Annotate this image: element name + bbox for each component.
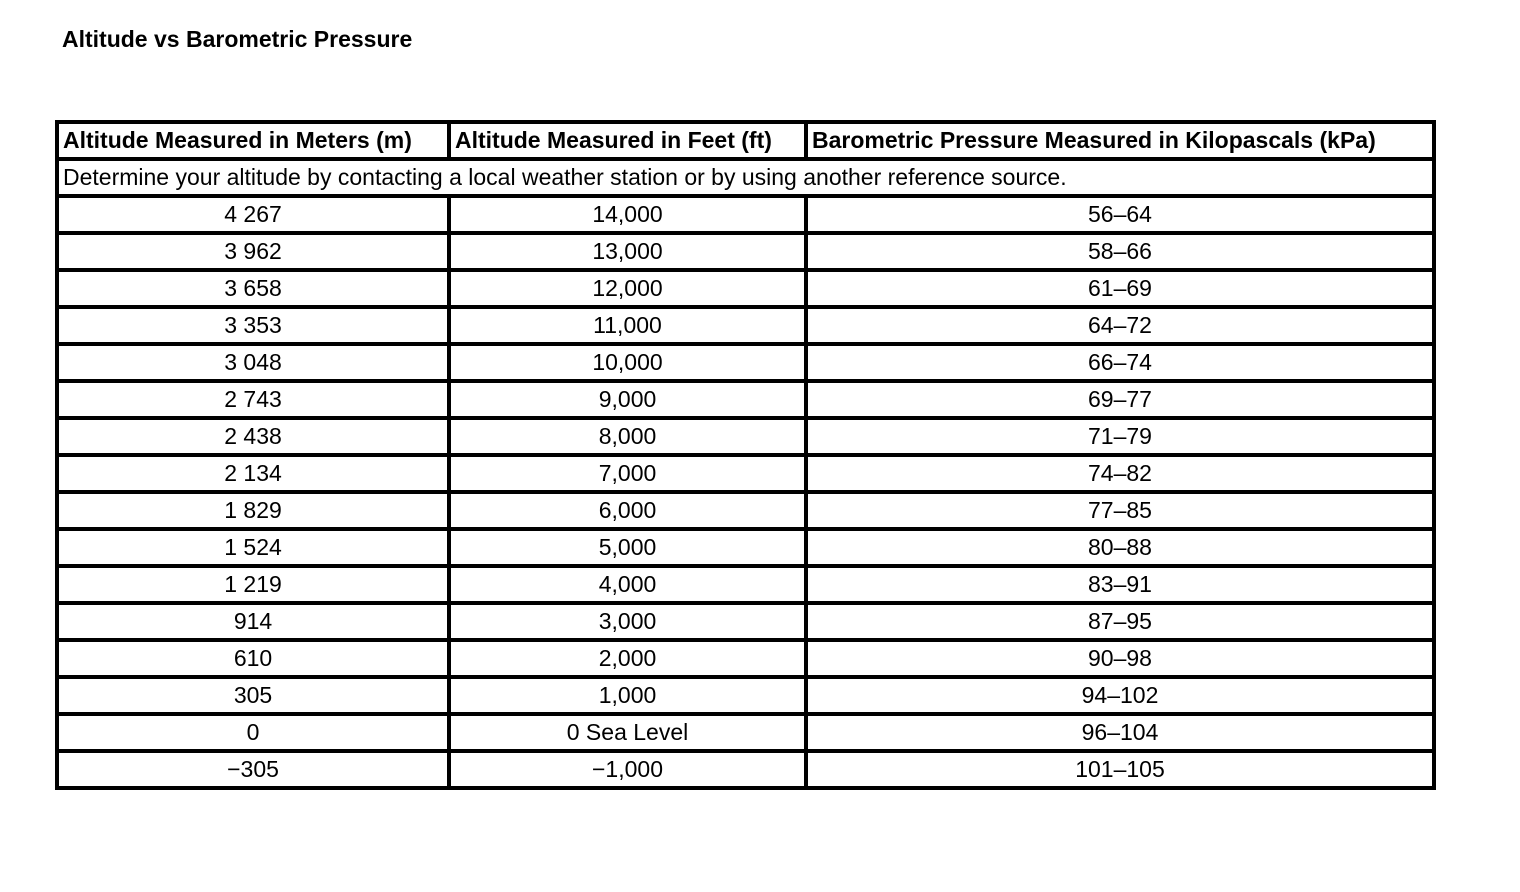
table-header-row [57, 122, 1434, 159]
table-row [57, 751, 1434, 788]
cell-feet: 2,000 [449, 640, 806, 677]
cell-feet: 1,000 [449, 677, 806, 714]
cell-feet: 12,000 [449, 270, 806, 307]
cell-meters: 2 743 [57, 381, 449, 418]
table-row [57, 455, 1434, 492]
cell-feet: 14,000 [449, 196, 806, 233]
cell-meters: 2 134 [57, 455, 449, 492]
cell-meters: 3 962 [57, 233, 449, 270]
cell-feet: 6,000 [449, 492, 806, 529]
table-note: Determine your altitude by contacting a local weather station or by using another reference source. [57, 159, 1434, 196]
table-row [57, 566, 1434, 603]
table-row [57, 344, 1434, 381]
cell-meters: −305 [57, 751, 449, 788]
table-row [57, 640, 1434, 677]
table-row [57, 233, 1434, 270]
cell-pressure: 56–64 [806, 196, 1434, 233]
table-row [57, 603, 1434, 640]
table-row [57, 677, 1434, 714]
cell-pressure: 90–98 [806, 640, 1434, 677]
cell-pressure: 94–102 [806, 677, 1434, 714]
cell-pressure: 61–69 [806, 270, 1434, 307]
cell-meters: 914 [57, 603, 449, 640]
cell-feet: 13,000 [449, 233, 806, 270]
cell-meters: 610 [57, 640, 449, 677]
cell-feet: 4,000 [449, 566, 806, 603]
cell-meters: 2 438 [57, 418, 449, 455]
cell-pressure: 71–79 [806, 418, 1434, 455]
table-row [57, 529, 1434, 566]
table-row [57, 381, 1434, 418]
cell-pressure: 101–105 [806, 751, 1434, 788]
cell-meters: 0 [57, 714, 449, 751]
cell-meters: 305 [57, 677, 449, 714]
table-row [57, 270, 1434, 307]
cell-meters: 3 048 [57, 344, 449, 381]
page-title: Altitude vs Barometric Pressure [62, 26, 413, 52]
table-row [57, 418, 1434, 455]
cell-feet: 5,000 [449, 529, 806, 566]
cell-feet: 8,000 [449, 418, 806, 455]
cell-pressure: 69–77 [806, 381, 1434, 418]
cell-pressure: 74–82 [806, 455, 1434, 492]
header-feet: Altitude Measured in Feet (ft) [449, 122, 806, 159]
cell-meters: 3 658 [57, 270, 449, 307]
cell-pressure: 58–66 [806, 233, 1434, 270]
cell-pressure: 64–72 [806, 307, 1434, 344]
cell-feet: 7,000 [449, 455, 806, 492]
cell-feet: −1,000 [449, 751, 806, 788]
cell-meters: 4 267 [57, 196, 449, 233]
cell-meters: 1 829 [57, 492, 449, 529]
table-row [57, 714, 1434, 751]
header-pressure: Barometric Pressure Measured in Kilopascals (kPa) [806, 122, 1434, 159]
table-note-row [57, 159, 1434, 196]
altitude-pressure-table-container [55, 120, 1432, 790]
cell-pressure: 96–104 [806, 714, 1434, 751]
cell-feet: 0 Sea Level [449, 714, 806, 751]
cell-feet: 9,000 [449, 381, 806, 418]
cell-pressure: 83–91 [806, 566, 1434, 603]
cell-feet: 10,000 [449, 344, 806, 381]
cell-meters: 1 524 [57, 529, 449, 566]
cell-pressure: 87–95 [806, 603, 1434, 640]
altitude-pressure-table [55, 120, 1436, 790]
cell-feet: 3,000 [449, 603, 806, 640]
cell-pressure: 77–85 [806, 492, 1434, 529]
table-row [57, 307, 1434, 344]
cell-meters: 3 353 [57, 307, 449, 344]
table-row [57, 492, 1434, 529]
cell-meters: 1 219 [57, 566, 449, 603]
cell-feet: 11,000 [449, 307, 806, 344]
table-row [57, 196, 1434, 233]
cell-pressure: 80–88 [806, 529, 1434, 566]
header-meters: Altitude Measured in Meters (m) [57, 122, 449, 159]
cell-pressure: 66–74 [806, 344, 1434, 381]
